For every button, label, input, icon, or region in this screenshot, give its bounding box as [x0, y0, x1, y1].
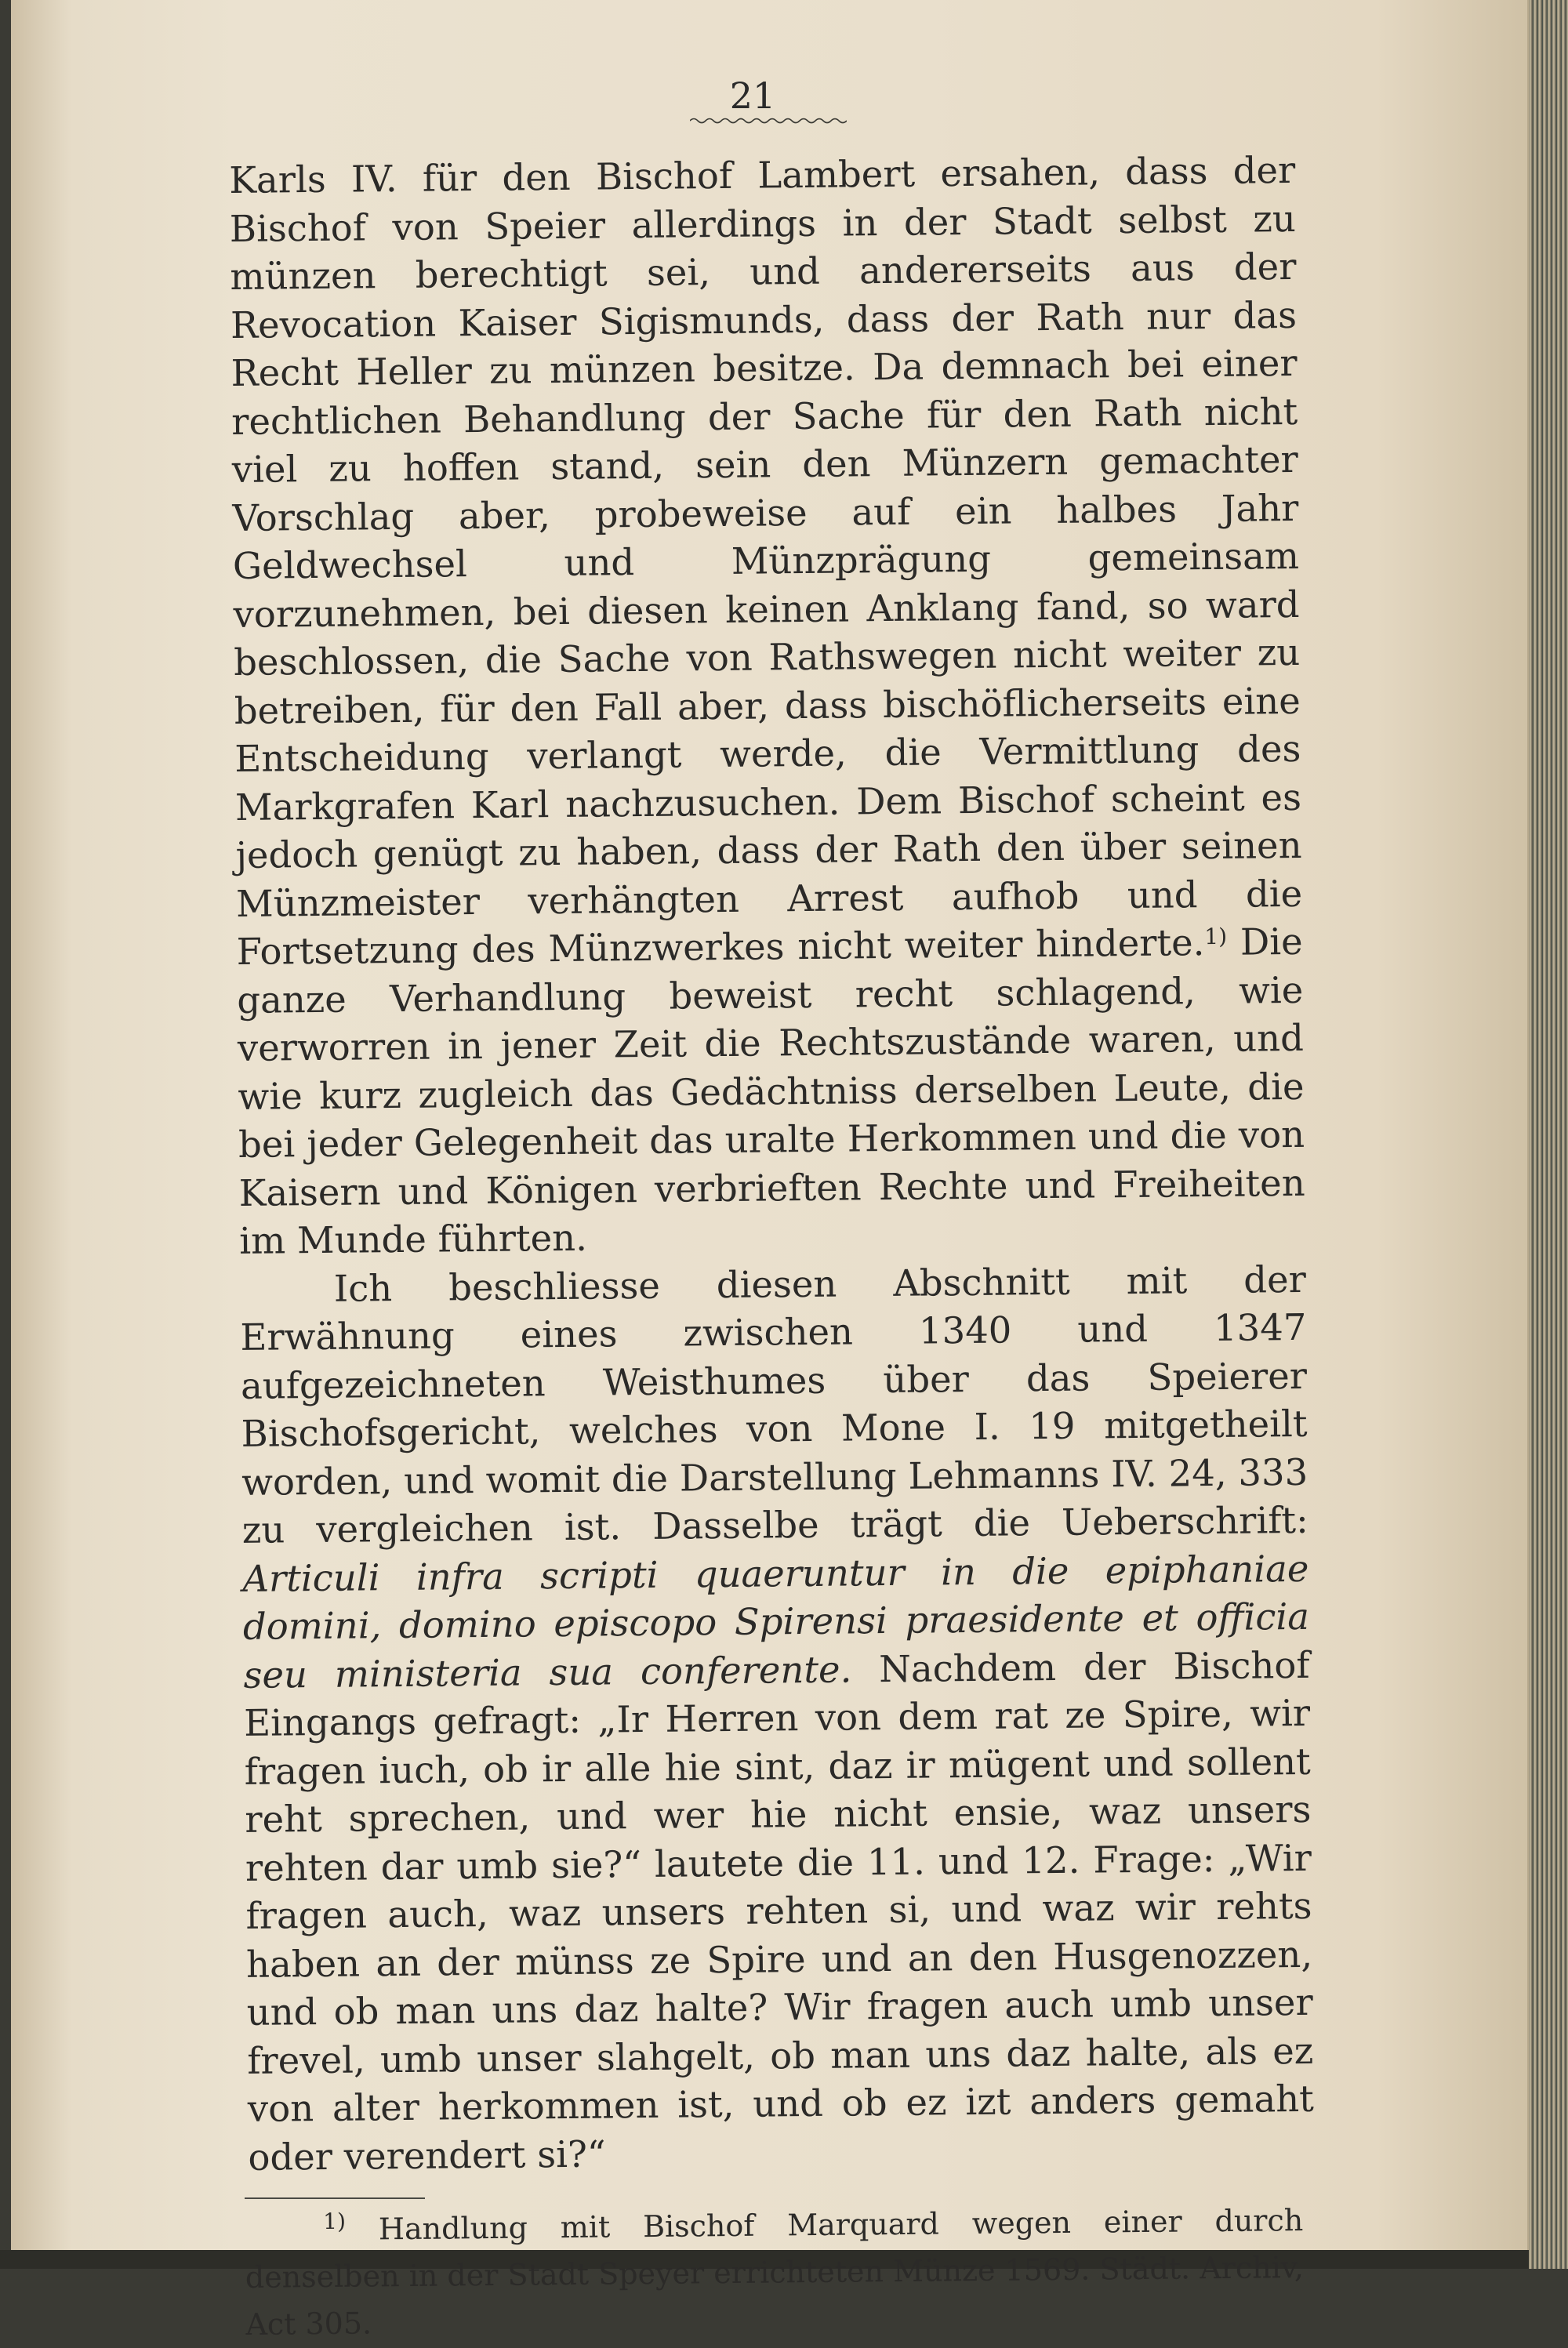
paragraph-2 — [240, 1255, 1315, 2182]
footnote-reference: 1) — [1204, 923, 1228, 950]
latin-heading-quote: Articuli infra scripti quaeruntur in die epiphaniae domini, domino episcopo Spirensi praesidente et officia seu ministeria sua conferente. — [242, 1547, 1310, 1697]
footnote-text: Handlung mit Bischof Marquard wegen einer durch denselben in der Stadt Speyer errichteten Münze 1569. Städt. Archiv, Act 305. — [245, 2203, 1305, 2342]
paragraph-1-text-a: Karls IV. für den Bischof Lambert ersahen, dass der Bischof von Speier allerdings in der Stadt selbst zu münzen berechtigt sei, und andererseits aus der Revocation Kaiser Sigismunds, dass der Rath nur das Recht Heller zu münzen besitze. Da demnach bei einer rechtlichen Behandlung der Sache für den Rath nicht viel zu hoffen stand, sein den Münzern gemachter Vorschlag aber, probeweise auf ein halbes Jahr Geldwechsel und Münzprägung gemeinsam vorzunehmen, bei diesen keinen Anklang fand, so ward beschlossen, die Sache von Rathswegen nicht weiter zu betreiben, für den Fall aber, dass bischöflicherseits eine Entscheidung verlangt werde, die Vermittlung des Markgrafen Karl nachzusuchen. Dem Bischof scheint es jedoch genügt zu haben, dass der Rath den über seinen Münzmeister verhängten Arrest aufhob und die Fortsetzung des Münzwerkes nicht weiter hinderte. — [229, 148, 1303, 973]
body-text — [229, 147, 1315, 2182]
paragraph-1-text-b: Die ganze Verhandlung beweist recht schlagend, wie verworren in jener Zeit die Rechtszustände waren, und wie kurz zugleich das Gedächtniss derselben Leute, die bei jeder Gelegenheit das uralte Herkommen und die von Kaisern und Königen verbrieften Rechte und Freiheiten im Munde führten. — [237, 920, 1305, 1262]
page-number: 21 — [729, 74, 776, 117]
footnote — [245, 2197, 1305, 2348]
page-edges — [1529, 0, 1568, 2269]
paragraph-2-text-b: Nachdem der Bischof Eingangs gefragt: „Ir Herren von dem rat ze Spire, wir fragen iuch, ob ir alle hie sint, daz ir mügent und sollent reht sprechen, und wer hie nicht ensie, waz unsers rehten dar umb sie?“ lautete die 11. und 12. Frage: „Wir fragen auch, waz unsers rehten si, und waz wir rehts haben an der münss ze Spire und an den Husgenozzen, und ob man uns daz halte? Wir fragen auch umb unser frevel, umb unser slahgelt, ob man uns daz halte, als ez von alter herkommen ist, und ob ez izt anders gemaht oder verendert si?“ — [243, 1643, 1315, 2179]
paragraph-2-text-a: Ich beschliesse diesen Abschnitt mit der Erwähnung eines zwischen 1340 und 1347 aufgezeichneten Weisthumes über das Speierer Bischofsgericht, welches von Mone I. 19 mitgetheilt worden, und womit die Darstellung Lehmanns IV. 24, 333 zu vergleichen ist. Dasselbe trägt die Ueberschrift: — [240, 1257, 1309, 1551]
footnote-rule — [245, 2197, 425, 2199]
paragraph-1 — [229, 147, 1306, 1265]
footnote-marker: 1) — [323, 2208, 347, 2235]
page-number-ornament — [690, 116, 847, 125]
footnote-paragraph — [245, 2197, 1305, 2348]
